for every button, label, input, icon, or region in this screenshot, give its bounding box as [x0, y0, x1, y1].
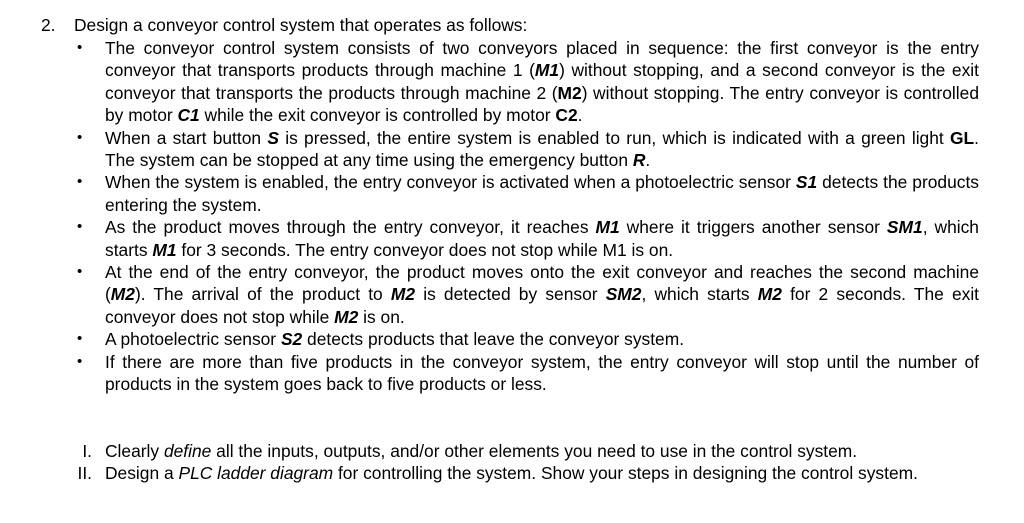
- text-run: As the product moves through the entry conveyor, it reaches: [105, 217, 596, 238]
- text-run: where it triggers another sensor: [619, 217, 887, 238]
- text-run: for 3 seconds. The entry conveyor does not stop while M1 is on.: [176, 239, 674, 260]
- requirement-text: [105, 216, 979, 261]
- text-run: .: [577, 105, 583, 126]
- text-run: ) without stopping, and a second conveyor is the exit conveyor that transports the products through machine 2 (: [105, 60, 979, 103]
- text-run: When a start button: [105, 127, 268, 148]
- question-number: 2.: [41, 15, 56, 35]
- emphasis-text: define: [163, 441, 212, 461]
- text-run: . The system can be stopped at any time using the emergency button: [105, 127, 979, 171]
- emphasis-text: SM1: [886, 217, 923, 238]
- question-heading: [41, 14, 527, 36]
- emphasis-text: M2: [390, 284, 416, 305]
- text-run: Clearly: [105, 441, 164, 461]
- emphasis-text: S1: [795, 172, 818, 193]
- question-title: Design a conveyor control system that operates as follows:: [74, 15, 528, 35]
- requirement-item: [75, 127, 979, 172]
- requirement-text: [105, 328, 979, 350]
- bullet-dot-icon: •: [77, 39, 83, 56]
- emphasis-text: M2: [557, 82, 582, 103]
- emphasis-text: M1: [534, 60, 560, 81]
- bullet-dot-icon: •: [77, 330, 83, 348]
- text-run: A photoelectric sensor: [105, 329, 281, 350]
- requirement-text: [105, 171, 979, 216]
- emphasis-text: GL: [950, 127, 975, 148]
- text-run: .: [645, 150, 651, 171]
- task-text: [105, 463, 918, 483]
- emphasis-text: R: [632, 150, 646, 171]
- text-run: If there are more than five products in the conveyor system, the entry conveyor will stop until the number of products in the system goes back to five products or less.: [105, 351, 979, 395]
- requirement-text: [105, 351, 979, 396]
- text-run: is pressed, the entire system is enabled to run, which is indicated with a green light: [278, 127, 950, 148]
- text-run: all the inputs, outputs, and/or other elements you need to use in the control system.: [211, 441, 858, 461]
- emphasis-text: C1: [177, 105, 200, 126]
- emphasis-text: SM2: [605, 284, 642, 305]
- emphasis-text: M2: [110, 284, 135, 305]
- task-item: [60, 440, 940, 462]
- emphasis-text: S: [267, 127, 279, 148]
- requirement-item: [75, 37, 979, 127]
- bullet-dot-icon: •: [77, 128, 83, 146]
- requirement-item: [75, 328, 979, 350]
- task-list: [60, 440, 940, 485]
- task-item: [60, 462, 940, 484]
- emphasis-text: M1: [595, 217, 620, 238]
- text-run: for 2 seconds. The exit conveyor does not stop while: [105, 284, 980, 327]
- text-run: When the system is enabled, the entry conveyor is activated when a photoelectric sensor: [105, 172, 796, 193]
- text-run: ) without stopping. The entry conveyor is controlled by motor: [105, 82, 979, 126]
- emphasis-text: M1: [152, 239, 177, 260]
- requirement-text: [105, 37, 979, 127]
- emphasis-text: C2: [555, 105, 578, 126]
- bullet-dot-icon: •: [77, 173, 83, 191]
- text-run: while the exit conveyor is controlled by motor: [199, 105, 556, 126]
- text-run: , which starts: [105, 217, 979, 260]
- emphasis-text: S2: [280, 329, 303, 350]
- requirement-item: [75, 261, 979, 328]
- text-run: detects products that leave the conveyor system.: [302, 329, 685, 350]
- text-run: for controlling the system. Show your steps in designing the control system.: [333, 463, 918, 484]
- task-numeral: I.: [82, 441, 92, 461]
- requirement-text: [105, 261, 979, 328]
- emphasis-text: PLC ladder diagram: [178, 463, 334, 484]
- requirement-text: [105, 127, 979, 172]
- emphasis-text: M2: [334, 306, 359, 327]
- text-run: At the end of the entry conveyor, the product moves onto the exit conveyor and reaches the second machine (: [105, 262, 979, 305]
- requirement-item: [75, 171, 979, 216]
- text-run: ). The arrival of the product to: [134, 284, 391, 305]
- requirement-item: [75, 216, 979, 261]
- text-run: is detected by sensor: [415, 284, 606, 305]
- task-text: [105, 441, 857, 461]
- text-run: The conveyor control system consists of two conveyors placed in sequence: the first conveyor is the entry conveyor that transports products through machine 1 (: [105, 38, 979, 81]
- text-run: detects the products entering the system.: [105, 172, 979, 215]
- text-run: , which starts: [641, 284, 758, 305]
- emphasis-text: M2: [757, 284, 782, 305]
- task-numeral: II.: [77, 463, 92, 484]
- requirement-item: [75, 351, 979, 396]
- bullet-dot-icon: •: [77, 352, 83, 370]
- text-run: is on.: [358, 306, 405, 327]
- text-run: Design a: [105, 463, 179, 484]
- bullet-dot-icon: •: [77, 263, 83, 281]
- bullet-dot-icon: •: [77, 218, 83, 236]
- requirements-list: [75, 37, 979, 396]
